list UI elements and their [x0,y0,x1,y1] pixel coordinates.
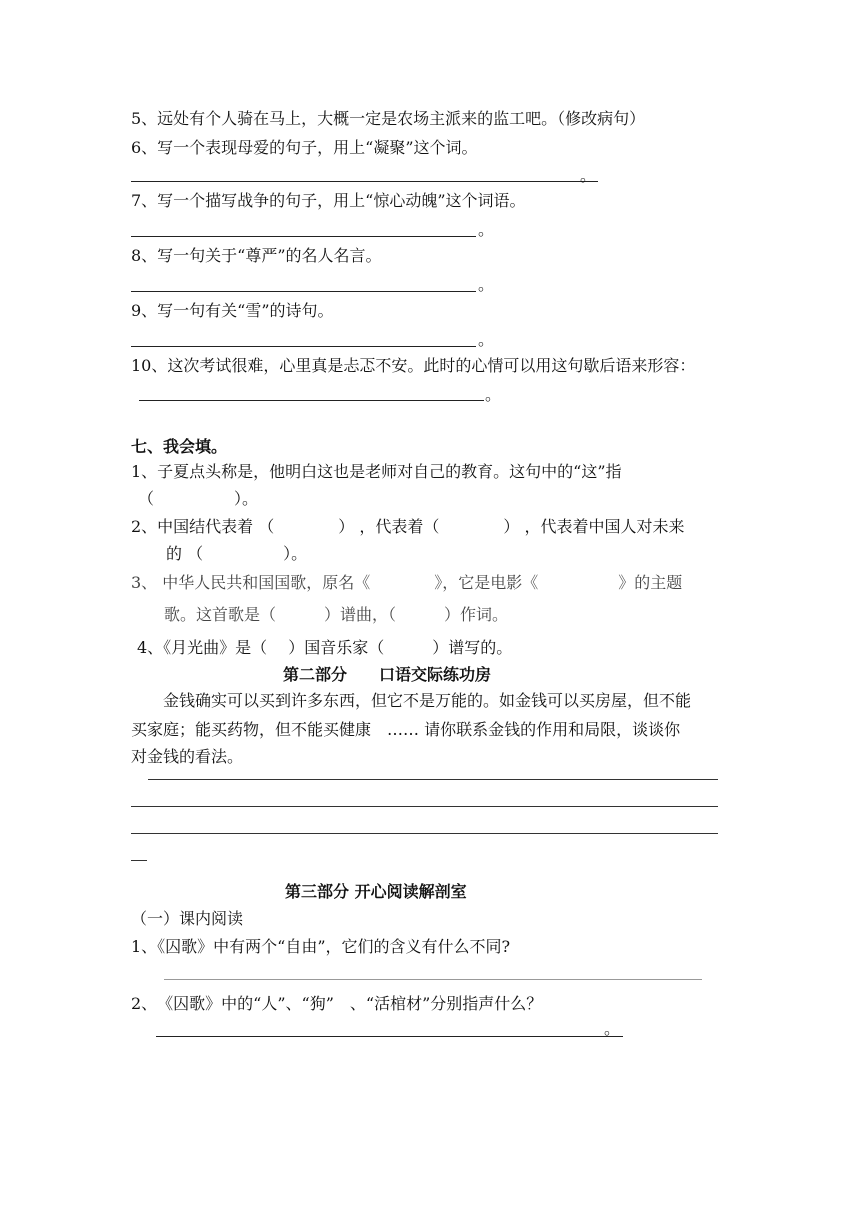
reading-answer-line-2[interactable] [156,1036,623,1037]
fill-question-3-cont[interactable]: 歌。这首歌是（ ）谱曲，（ ）作词。 [164,605,509,624]
fill-question-4: 4、《月光曲》是（ ）国音乐家（ ）谱写的。 [137,638,513,657]
part-2-paragraph-line-1: 金钱确实可以买到许多东西，但它不是万能的。如金钱可以买房屋，但不能 [163,691,692,710]
answer-end-10: 。 [485,385,502,404]
question-10: 10、这次考试很难，心里真是忐忑不安。此时的心情可以用这句歇后语来形容： [131,356,696,375]
answer-end-9: 。 [478,330,495,349]
fill-question-3: 3、 中华人民共和国国歌，原名《 》，它是电影《 》的主题 [131,573,683,592]
reading-question-1: 1、《囚歌》中有两个“自由”，它们的含义有什么不同? [131,937,511,956]
part-3-title: 第三部分 开心阅读解剖室 [285,882,467,901]
reading-question-2: 2、 《囚歌》中的“人”、“狗” 、“活棺材”分别指声什么？ [131,994,543,1013]
fill-question-2: 2、中国结代表着 （ ） ，代表着（ ） ，代表着中国人对未来 [131,517,685,536]
answer-end-7: 。 [478,220,495,239]
part-2-paragraph-line-3: 对金钱的看法。 [131,747,244,766]
essay-answer-line-2[interactable] [131,806,718,807]
essay-answer-line-1[interactable] [148,779,718,780]
fill-question-2-cont[interactable]: 的 （ ）。 [166,544,308,563]
answer-end-8: 。 [478,275,495,294]
fill-question-1-blank[interactable]: （ ）。 [138,489,259,508]
answer-end-6: 。 [580,166,597,185]
reading-subsection: （一）课内阅读 [131,909,244,928]
essay-answer-line-3[interactable] [131,833,718,834]
answer-line-6[interactable] [131,181,598,182]
question-6: 6、写一个表现母爱的句子，用上“凝聚”这个词。 [131,138,478,157]
question-9: 9、写一句有关“雪”的诗句。 [131,301,334,320]
part-2-paragraph-line-2: 买家庭；能买药物，但不能买健康 …… 请你联系金钱的作用和局限，谈谈你 [131,720,681,739]
question-5: 5、远处有个人骑在马上，大概一定是农场主派来的监工吧。（修改病句） [131,109,646,128]
reading-answer-line-1[interactable] [164,979,702,980]
answer-line-7[interactable] [131,236,476,237]
fill-question-1: 1、子夏点头称是，他明白这也是老师对自己的教育。这句中的“这”指 [131,462,622,481]
reading-answer-end-2: 。 [604,1019,621,1038]
answer-line-10[interactable] [139,400,484,401]
answer-line-9[interactable] [131,346,476,347]
section-7-heading: 七、我会填。 [131,437,228,456]
essay-answer-line-4[interactable] [131,860,147,861]
part-2-title: 第二部分 口语交际练功房 [283,665,492,684]
question-7: 7、写一个描写战争的句子，用上“惊心动魄”这个词语。 [131,191,526,210]
answer-line-8[interactable] [131,291,476,292]
question-8: 8、写一句关于“尊严”的名人名言。 [131,246,382,265]
